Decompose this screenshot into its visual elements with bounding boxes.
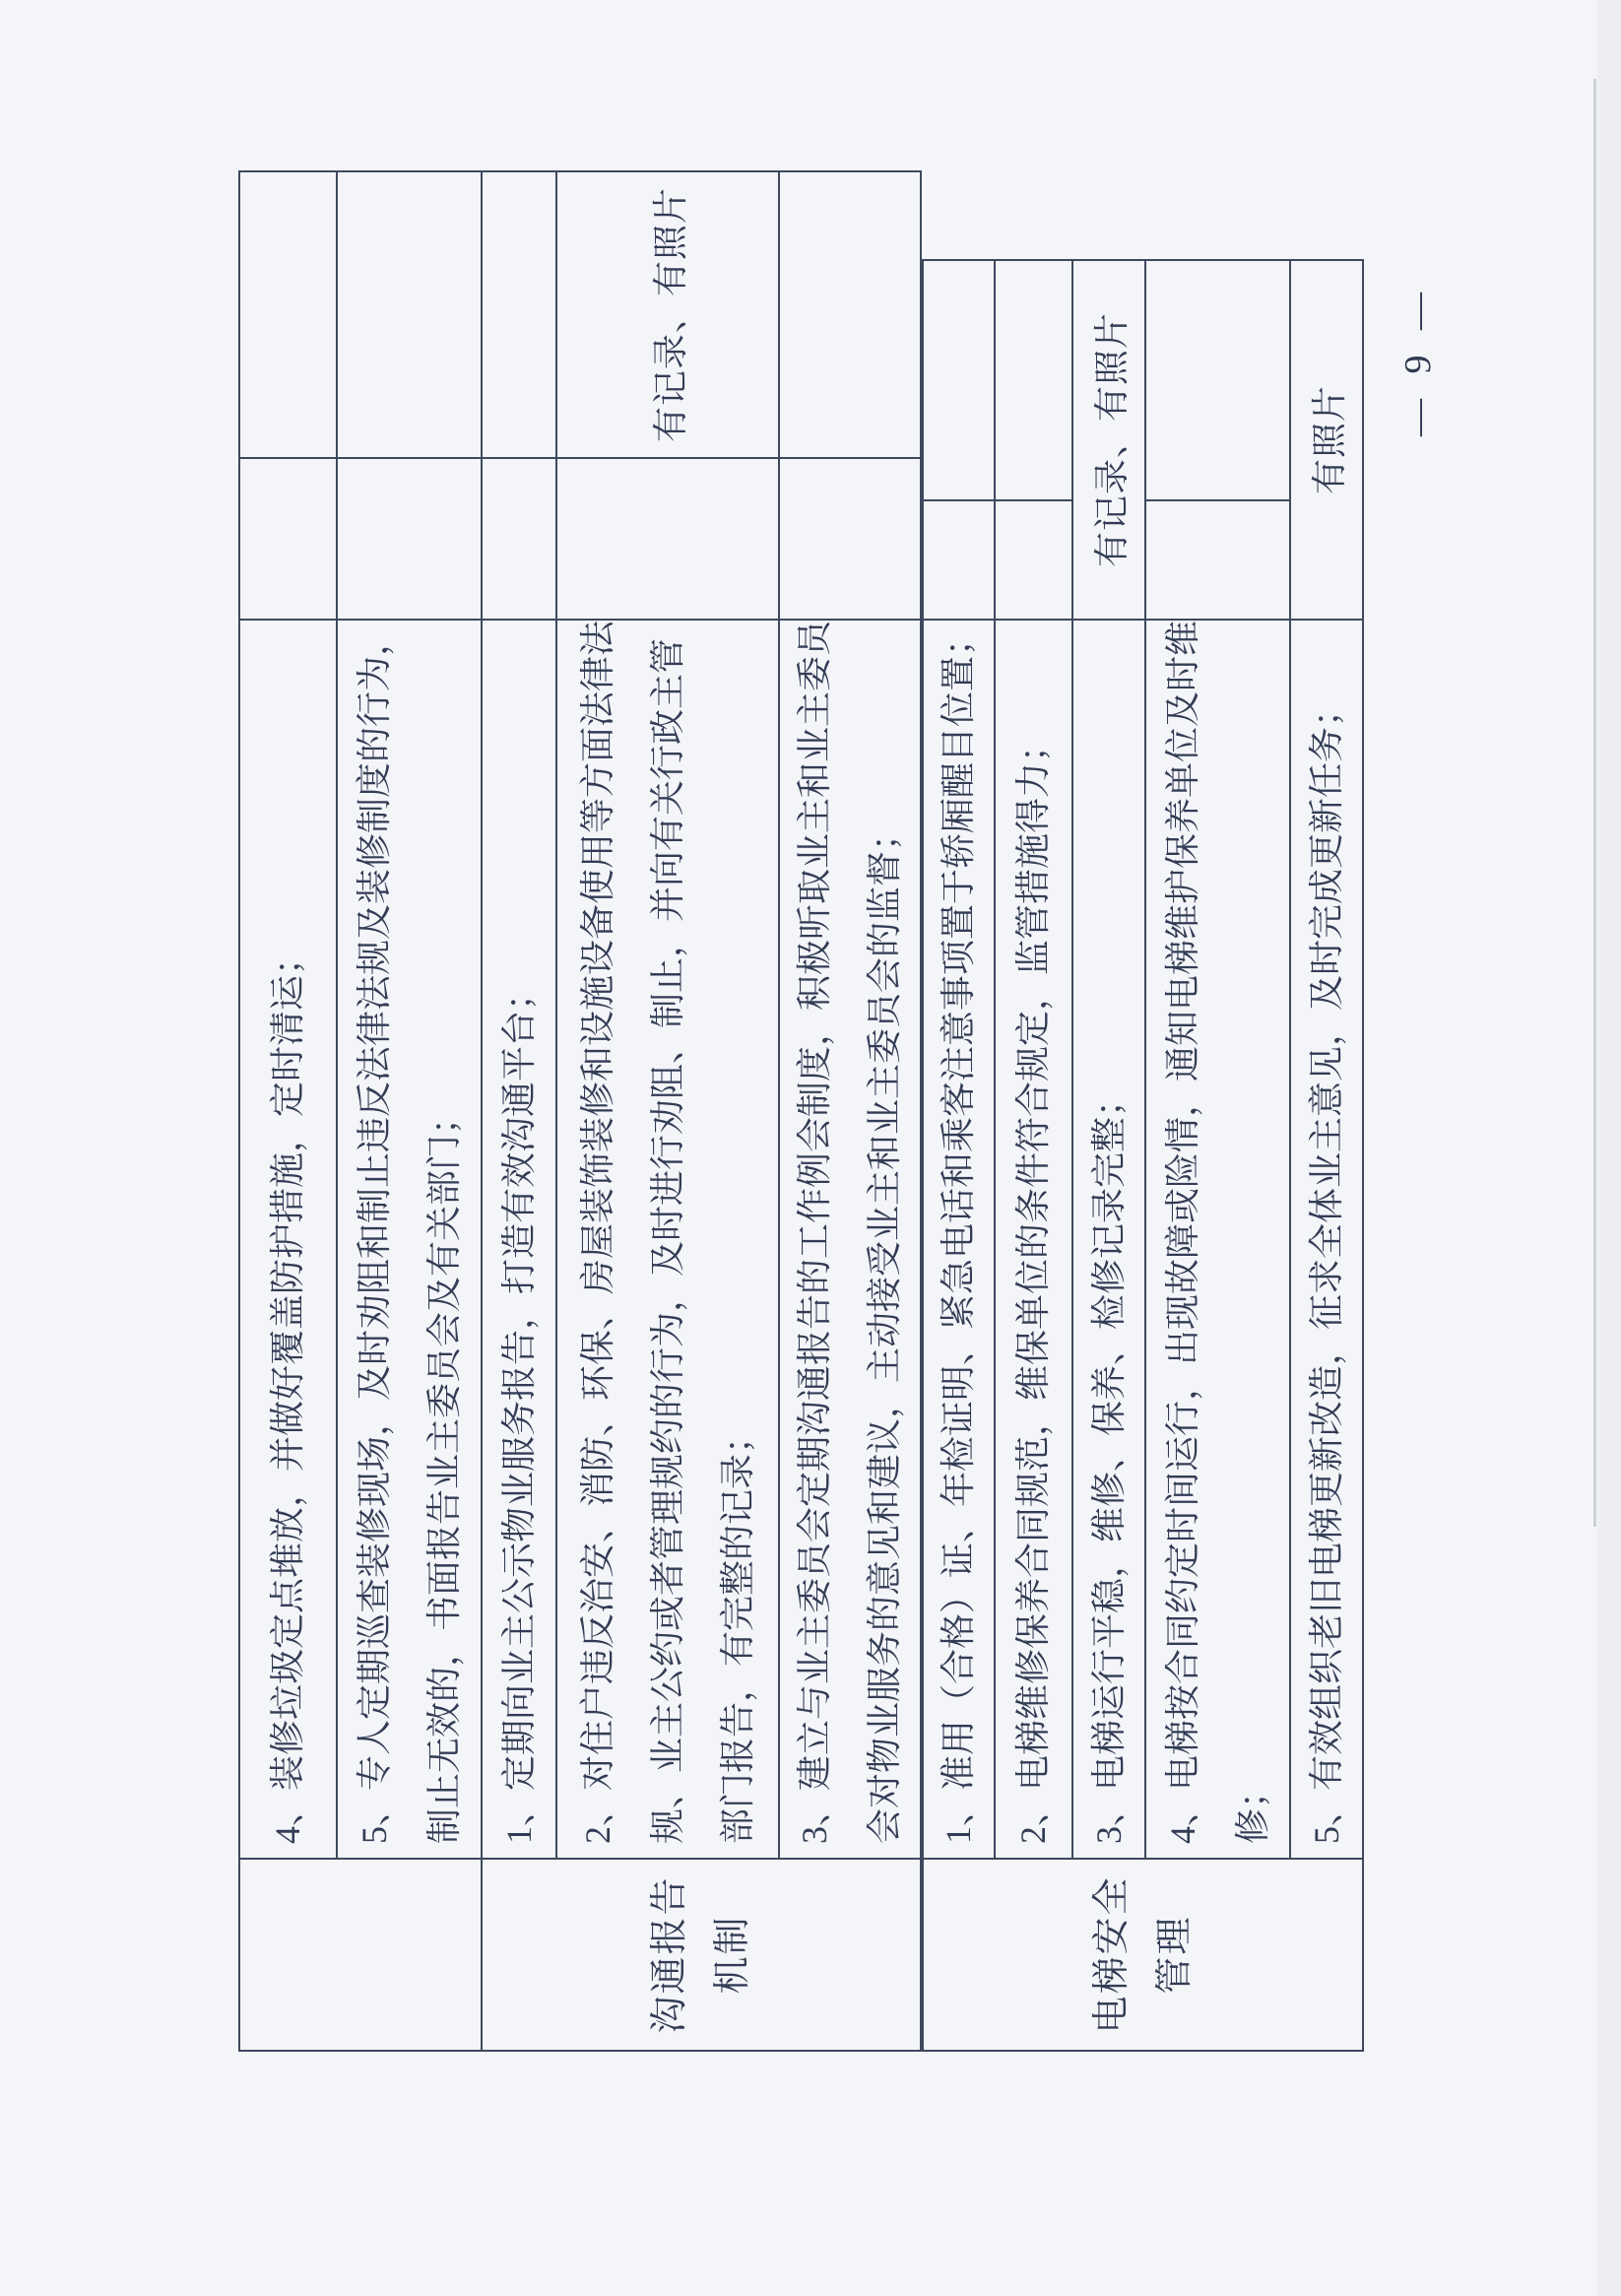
- item-cell: [779, 620, 921, 1859]
- item-line: 1、准用（合格）证、年检证明、紧急电话和乘客注意事项置于轿厢醒目位置；: [939, 620, 978, 1844]
- scan-edge-shade: [1597, 0, 1621, 2296]
- evaluation-cell: [995, 260, 1072, 500]
- item-line: 2、电梯维修保养合同规范，维保单位的条件符合规定，监管措施得力；: [1013, 726, 1053, 1844]
- evaluation-cell: [779, 171, 921, 458]
- item-line: 制止无效的，书面报告业主委员会及有关部门；: [423, 1098, 464, 1844]
- table-row: [995, 260, 1072, 2051]
- evaluation-cell: [337, 171, 482, 458]
- score-cell-empty: [482, 458, 556, 620]
- category-cell-continued: [239, 1859, 482, 2051]
- score-cell-empty: [1145, 500, 1290, 620]
- table-row: [482, 171, 556, 2051]
- item-cell: [337, 620, 482, 1859]
- score-cell-empty: [337, 458, 482, 620]
- item-line: 3、建立与业主委员会定期沟通报告的工作例会制度，积极听取业主和业主委员: [795, 620, 834, 1844]
- item-cell: [995, 620, 1072, 1859]
- item-cell: [1072, 620, 1145, 1859]
- score-cell-empty: [995, 500, 1072, 620]
- item-cell: [482, 620, 556, 1859]
- item-line: 部门报告，有完整的记录；: [717, 1417, 757, 1844]
- table-row: [1145, 260, 1290, 2051]
- item-cell: [1145, 620, 1290, 1859]
- evaluation-cell: [482, 171, 556, 458]
- item-line: 4、装修垃圾定点堆放，并做好覆盖防护措施，定时清运；: [268, 939, 307, 1844]
- evaluation-cell-merged: 有记录、有照片: [1072, 260, 1145, 620]
- table-row: [923, 260, 995, 2051]
- category-label: 沟通报告: [649, 1875, 690, 2034]
- item-cell: [239, 620, 337, 1859]
- page-number: — 9 —: [1397, 285, 1439, 436]
- evaluation-cell-merged: 有照片: [1290, 260, 1363, 620]
- item-line: 会对物业服务的意见和建议，主动接受业主和业主委员会的监督；: [865, 815, 904, 1844]
- score-cell-empty: [923, 500, 995, 620]
- item-line: 2、对住户违反治安、消防、环保、房屋装饰装修和设施设备使用等方面法律法: [577, 620, 617, 1844]
- category-label: 管理: [1153, 1915, 1196, 1995]
- item-line: 1、定期向业主公示物业服务报告，打造有效沟通平台；: [498, 974, 539, 1844]
- table-row: [239, 171, 337, 2051]
- scan-streak-artifact: [1593, 79, 1596, 1527]
- evaluation-cell: [239, 171, 337, 458]
- standards-table-lower: [922, 259, 1364, 2052]
- table-row: [556, 171, 779, 2051]
- evaluation-cell: [1145, 260, 1290, 500]
- table-row: [779, 171, 921, 2051]
- item-line: 规、业主公约或者管理规约的行为，及时进行劝阻、制止，并向有关行政主管: [647, 637, 687, 1844]
- table-row: [1072, 260, 1145, 2051]
- item-line: 5、有效组织老旧电梯更新改造，征求全体业主意见，及时完成更新任务；: [1306, 690, 1346, 1844]
- item-line: 修；: [1232, 1772, 1272, 1844]
- item-line: 5、专人定期巡查装修现场，及时劝阻和制止违反法律法规及装修制度的行为，: [354, 620, 394, 1844]
- category-cell-communication-reporting: [482, 1859, 921, 2051]
- evaluation-cell: [923, 260, 995, 500]
- item-cell: [923, 620, 995, 1859]
- standards-table-upper: [238, 170, 922, 2052]
- category-label: 电梯安全: [1090, 1875, 1133, 2034]
- category-label: 机制: [712, 1915, 753, 1995]
- score-cell-empty: [779, 458, 921, 620]
- item-cell: [556, 620, 779, 1859]
- item-line: 4、电梯按合同约定时间运行，出现故障或险情，通知电梯维护保养单位及时维: [1162, 620, 1202, 1844]
- table-row: [337, 171, 482, 2051]
- category-cell-elevator-safety: [923, 1859, 1363, 2051]
- table-row: [1290, 260, 1363, 2051]
- score-cell-empty: [556, 458, 779, 620]
- item-cell: [1290, 620, 1363, 1859]
- score-cell-empty: [239, 458, 337, 620]
- item-line: 3、电梯运行平稳，维修、保养、检修记录完整；: [1088, 1081, 1129, 1844]
- standards-table: [238, 170, 1364, 2052]
- evaluation-cell: 有记录、有照片: [556, 171, 779, 458]
